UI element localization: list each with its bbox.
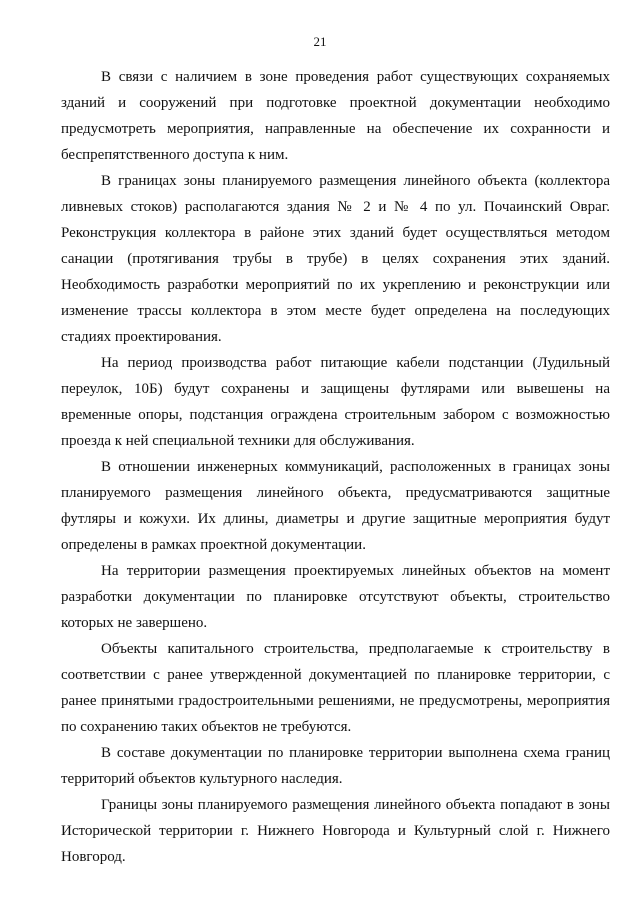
paragraph: В границах зоны планируемого размещения линейного объекта (коллектора ливневых стоков) располагаются здания № 2 и № 4 по ул. Почаинский Овраг. Реконструкция коллектора в районе этих зданий будет осуществляться методом санации (протягивания трубы в трубе) в целях сохранения этих зданий. Необходимость разработки мероприятий по их укреплению и реконструкции или изменение трассы коллектора в этом месте будет определена на последующих стадиях проектирования. — [61, 173, 610, 345]
paragraph: В составе документации по планировке территории выполнена схема границ территорий объектов культурного наследия. — [61, 745, 610, 787]
page-number: 21 — [313, 34, 327, 49]
paragraph: На территории размещения проектируемых линейных объектов на момент разработки документации по планировке отсутствуют объекты, строительство которых не завершено. — [61, 563, 610, 631]
paragraph: Границы зоны планируемого размещения линейного объекта попадают в зоны Исторической территории г. Нижнего Новгорода и Культурный слой г. Нижнего Новгород. — [61, 797, 610, 865]
paragraph: На период производства работ питающие кабели подстанции (Лудильный переулок, 10Б) будут сохранены и защищены футлярами или вывешены на временные опоры, подстанция ограждена строительным забором с возможностью проезда к ней специальной техники для обслуживания. — [61, 355, 610, 449]
paragraph: В связи с наличием в зоне проведения работ существующих сохраняемых зданий и сооружений при подготовке проектной документации необходимо предусмотреть мероприятия, направленные на обеспечение их сохранности и беспрепятственного доступа к ним. — [61, 69, 610, 163]
paragraph: Объекты капитального строительства, предполагаемые к строительству в соответствии с ранее утвержденной документацией по планировке территории, с ранее принятыми градостроительными решениями, не предусмотрены, мероприятия по сохранению таких объектов не требуются. — [61, 641, 610, 735]
paragraph: В отношении инженерных коммуникаций, расположенных в границах зоны планируемого размещения линейного объекта, предусматриваются защитные футляры и кожухи. Их длины, диаметры и другие защитные мероприятия будут определены в рамках проектной документации. — [61, 459, 610, 553]
document-body — [61, 64, 610, 870]
